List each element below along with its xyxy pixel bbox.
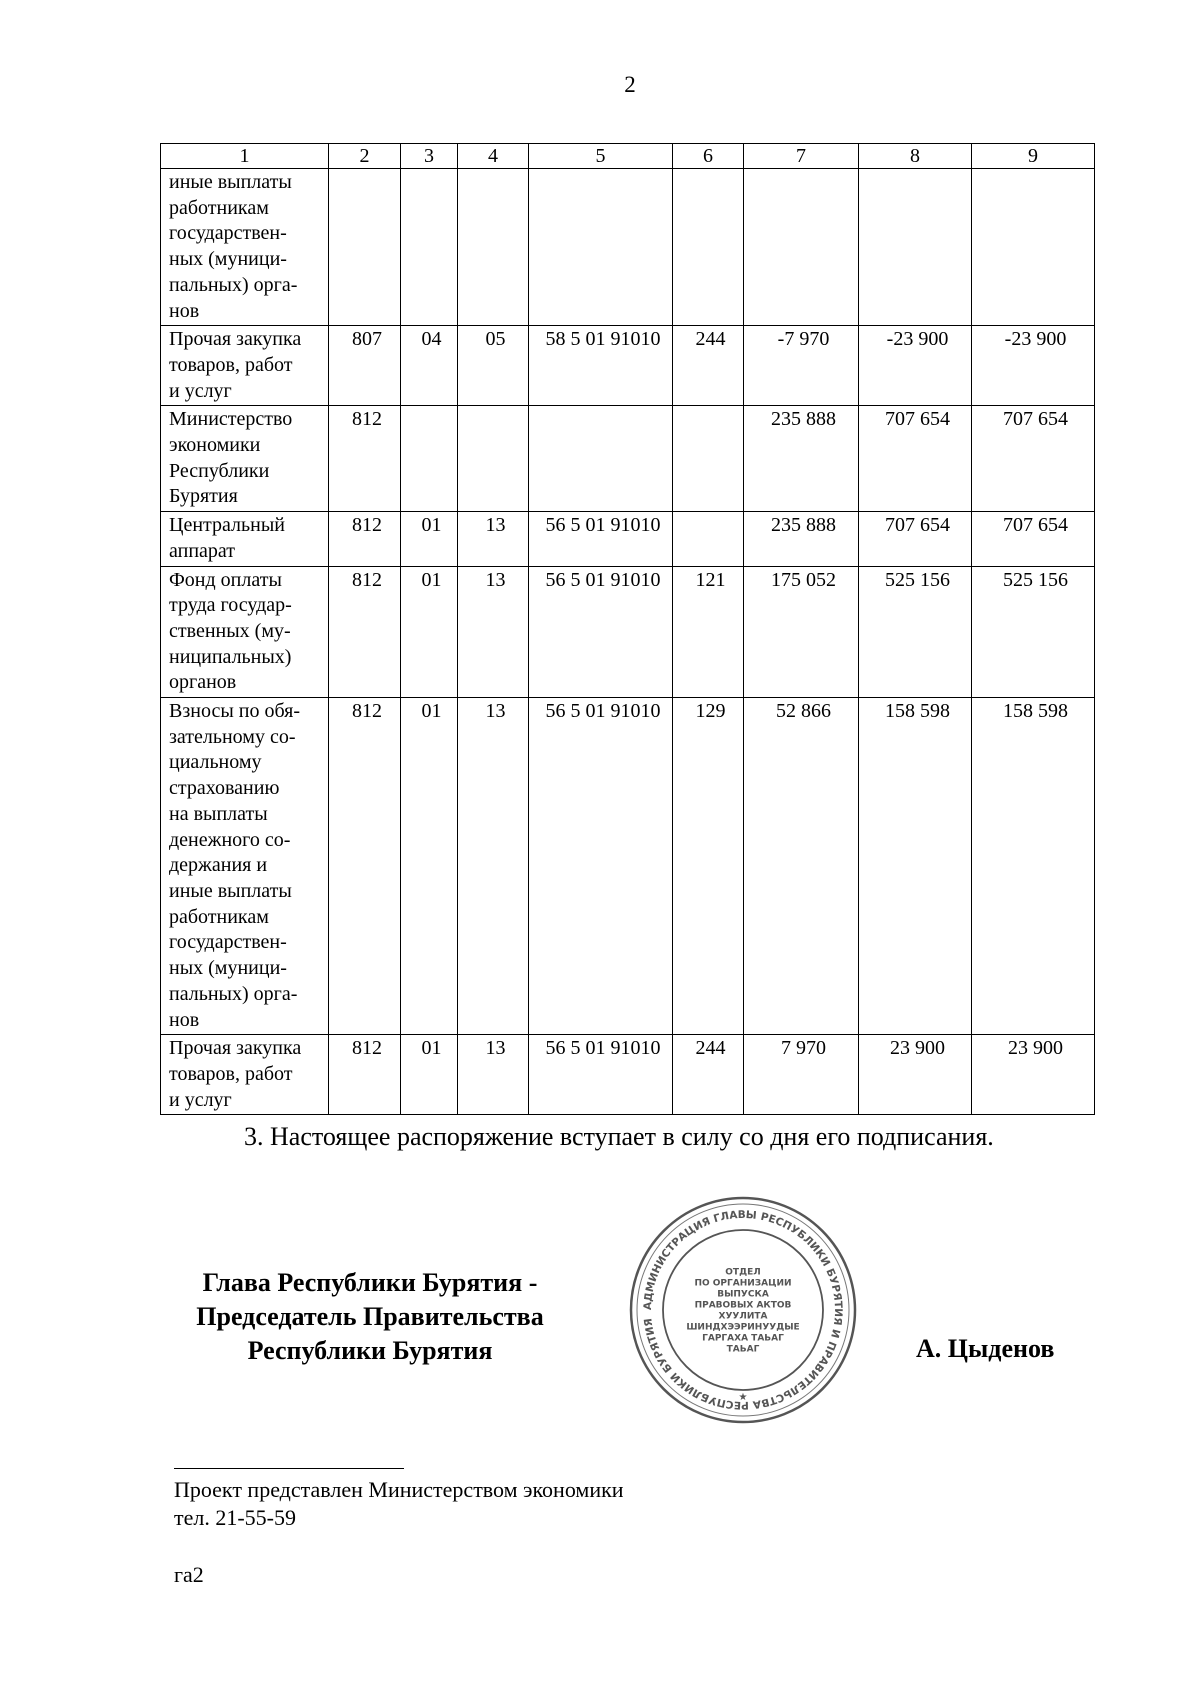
column-header: 8 [859, 144, 972, 169]
seal-center-line: ХУУЛИТА [718, 1311, 768, 1322]
table-cell: 235 888 [744, 512, 859, 566]
column-header: 3 [401, 144, 458, 169]
table-cell: 807 [329, 326, 401, 406]
row-label-cell: Прочая закупка товаров, работ и услуг [161, 326, 329, 406]
row-label-cell: Фонд оплаты труда государ- ственных (му- ниципальных) органов [161, 566, 329, 698]
table-cell: 23 900 [859, 1035, 972, 1115]
seal-center-line: ШИНДХЭЭРИНУУДЫЕ [686, 1322, 800, 1333]
table-cell: 707 654 [859, 406, 972, 512]
table-cell: 56 5 01 91010 [529, 1035, 673, 1115]
table-cell: 56 5 01 91010 [529, 566, 673, 698]
table-cell: 01 [401, 1035, 458, 1115]
table-cell: -7 970 [744, 326, 859, 406]
table-cell: 525 156 [859, 566, 972, 698]
table-cell: 121 [673, 566, 744, 698]
footnote-project-info: Проект представлен Министерством экономики тел. 21-55-59 [174, 1477, 624, 1530]
seal-center-line: ПРАВОВЫХ АКТОВ [694, 1300, 792, 1311]
table-cell: 707 654 [859, 512, 972, 566]
table-cell [401, 169, 458, 326]
footnote-divider [174, 1468, 404, 1469]
page-number: 2 [624, 72, 636, 97]
table-cell [458, 406, 529, 512]
table-cell: 707 654 [972, 406, 1095, 512]
svg-text:АДМИНИСТРАЦИЯ ГЛАВЫ РЕСПУБЛИКИ: АДМИНИСТРАЦИЯ ГЛАВЫ РЕСПУБЛИКИ БУРЯТИЯ И ПРАВИТЕЛЬСТВА РЕСПУБЛИКИ БУРЯТИЯ [641, 1208, 845, 1412]
column-header: 4 [458, 144, 529, 169]
row-label-cell: Центральный аппарат [161, 512, 329, 566]
table-cell: 812 [329, 512, 401, 566]
document-code: га2 [174, 1562, 204, 1587]
column-header: 9 [972, 144, 1095, 169]
table-row [161, 169, 1095, 326]
table-cell: 05 [458, 326, 529, 406]
table-row [161, 406, 1095, 512]
signer-name: А. Цыденов [916, 1334, 1055, 1363]
seal-center-line: ОТДЕЛ [725, 1267, 761, 1278]
table-cell: 235 888 [744, 406, 859, 512]
table-cell: 01 [401, 512, 458, 566]
table-row [161, 566, 1095, 698]
table-cell: 56 5 01 91010 [529, 512, 673, 566]
table-row [161, 512, 1095, 566]
table-cell: 04 [401, 326, 458, 406]
table-cell: 13 [458, 512, 529, 566]
table-cell [329, 169, 401, 326]
table-row [161, 326, 1095, 406]
table-cell [972, 169, 1095, 326]
table-cell: 175 052 [744, 566, 859, 698]
table-cell [673, 169, 744, 326]
seal-center-line: ТАЬАГ [726, 1344, 760, 1355]
row-label-cell: иные выплаты работникам государствен- ных (муници- пальных) орга- нов [161, 169, 329, 326]
table-cell [458, 169, 529, 326]
official-seal-stamp [628, 1195, 858, 1425]
table-cell: 525 156 [972, 566, 1095, 698]
row-label-cell: Прочая закупка товаров, работ и услуг [161, 1035, 329, 1115]
budget-table [160, 143, 1095, 1115]
row-label-cell: Взносы по обя- зательному со- циальному страхованию на выплаты денежного со- держания и иные выплаты работникам государствен- ных (муници- пальных) орга- нов [161, 698, 329, 1035]
table-cell: 13 [458, 698, 529, 1035]
column-header: 2 [329, 144, 401, 169]
table-cell: 812 [329, 566, 401, 698]
table-row [161, 1035, 1095, 1115]
table-cell: 23 900 [972, 1035, 1095, 1115]
table-cell [529, 169, 673, 326]
table-cell: 158 598 [859, 698, 972, 1035]
table-cell: 707 654 [972, 512, 1095, 566]
table-cell [744, 169, 859, 326]
table-cell: 244 [673, 1035, 744, 1115]
table-cell: 13 [458, 1035, 529, 1115]
table-cell: 7 970 [744, 1035, 859, 1115]
table-cell: 01 [401, 698, 458, 1035]
seal-center-line: ПО ОРГАНИЗАЦИИ [694, 1278, 792, 1289]
table-cell: -23 900 [972, 326, 1095, 406]
table-cell: 01 [401, 566, 458, 698]
table-cell: 812 [329, 406, 401, 512]
table-cell: 129 [673, 698, 744, 1035]
table-cell: 158 598 [972, 698, 1095, 1035]
table-cell: 58 5 01 91010 [529, 326, 673, 406]
column-header: 1 [161, 144, 329, 169]
table-cell: 244 [673, 326, 744, 406]
table-cell: 56 5 01 91010 [529, 698, 673, 1035]
row-label-cell: Министерство экономики Республики Бурятия [161, 406, 329, 512]
table-cell: 812 [329, 1035, 401, 1115]
clause-effective-date: 3. Настоящее распоряжение вступает в силу со дня его подписания. [244, 1122, 994, 1151]
column-header: 5 [529, 144, 673, 169]
table-cell [529, 406, 673, 512]
table-cell [673, 406, 744, 512]
column-header: 7 [744, 144, 859, 169]
table-cell: 812 [329, 698, 401, 1035]
table-row [161, 698, 1095, 1035]
table-cell: 52 866 [744, 698, 859, 1035]
signatory-title: Глава Республики Бурятия - Председатель Правительства Республики Бурятия [196, 1268, 544, 1365]
seal-center-line: ГАРГАХА ТАЬАГ [702, 1333, 784, 1344]
table-header-row [161, 144, 1095, 169]
table-cell [401, 406, 458, 512]
table-cell: -23 900 [859, 326, 972, 406]
seal-center-line: ВЫПУСКА [717, 1289, 769, 1300]
table-cell [673, 512, 744, 566]
svg-text:★: ★ [738, 1392, 748, 1403]
table-cell [859, 169, 972, 326]
table-cell: 13 [458, 566, 529, 698]
column-header: 6 [673, 144, 744, 169]
